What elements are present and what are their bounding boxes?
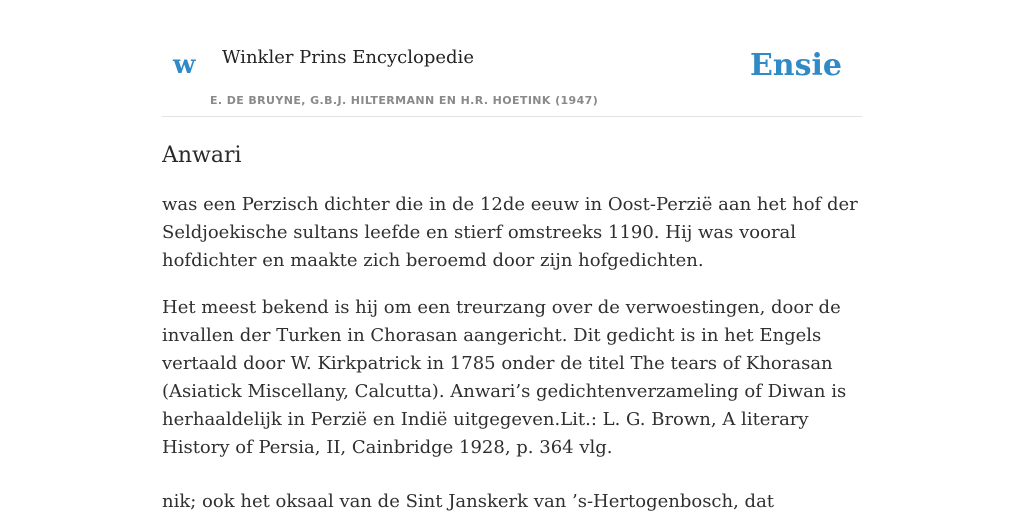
article-title: Anwari — [162, 143, 242, 168]
site-title[interactable]: Winkler Prins Encyclopedie — [222, 47, 474, 68]
site-logo-icon[interactable]: w — [173, 50, 196, 80]
page — [162, 0, 862, 512]
source-byline: E. DE BRUYNE, G.B.J. HILTERMANN EN H.R. HOETINK (1947) — [210, 94, 599, 107]
article-paragraph-cutoff: nik; ook het oksaal van de Sint Janskerk van ’s-Hertogenbosch, dat — [162, 491, 775, 512]
site-header — [162, 0, 862, 117]
article-paragraph-2: Het meest bekend is hij om een treurzang over de verwoestingen, door de invallen der Turken in Chorasan aangericht. Dit gedicht is in het Engels vertaald door W. Kirkpatrick in 1785 onder de titel The tears of Khorasan (Asiatick Miscellany, Calcutta). Anwari’s gedichtenverzameling of Diwan is herhaaldelijk in Perzië en Indië uitgegeven.Lit.: L. G. Brown, A literary History of Persia, II, Cainbridge 1928, p. 364 vlg. — [162, 297, 847, 459]
article-paragraph-1: was een Perzisch dichter die in de 12de eeuw in Oost-Perzië aan het hof der Seldjoekische sultans leefde en stierf omstreeks 1190. Hij was vooral hofdichter en maakte zich beroemd door zijn hofgedichten. — [162, 194, 858, 272]
brand-logo[interactable]: Ensie — [749, 48, 842, 83]
